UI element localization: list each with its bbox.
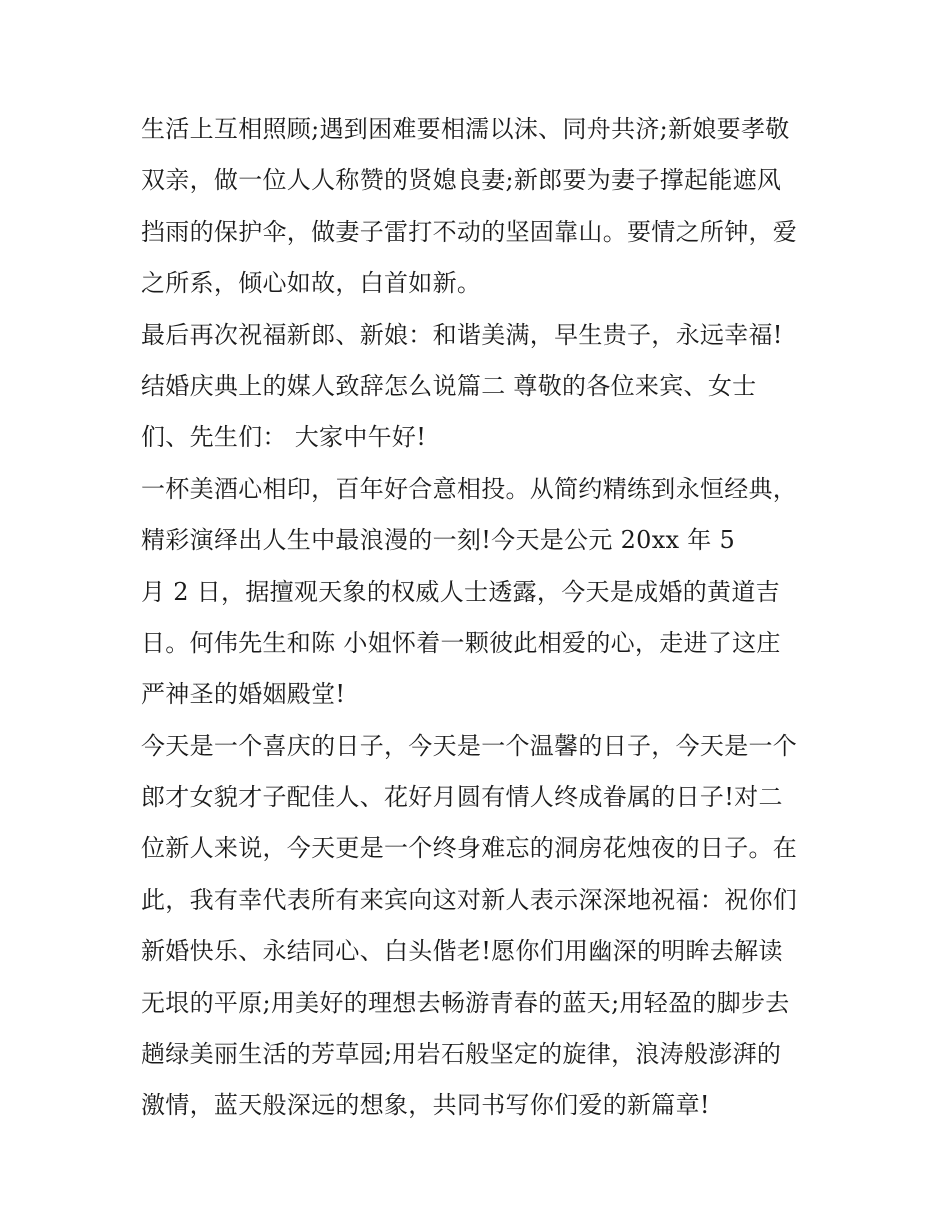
text-line: 生活上互相照顾;遇到困难要相濡以沫、同舟共济;新娘要孝敬 [141, 115, 790, 143]
text-line: 郎才女貌才子配佳人、花好月圆有情人终成眷属的日子!对二 [141, 783, 783, 812]
body-text [141, 108, 821, 1136]
text-line: 精彩演绎出人生中最浪漫的一刻!今天是公元 20xx 年 5 [141, 526, 736, 555]
text-line: 双亲，做一位人人称赞的贤媳良妻;新郎要为妻子撑起能遮风 [141, 166, 782, 195]
text-line: 趟绿美丽生活的芳草园;用岩石般坚定的旋律，浪涛般澎湃的 [141, 1040, 782, 1069]
text-line: 挡雨的保护伞，做妻子雷打不动的坚固靠山。要情之所钟，爱 [141, 217, 798, 246]
text-line: 今天是一个喜庆的日子，今天是一个温馨的日子，今天是一个 [141, 731, 798, 760]
text-line: 日。何伟先生和陈 小姐怀着一颗彼此相爱的心，走进了这庄 [141, 628, 781, 657]
text-line: 一杯美酒心相印，百年好合意相投。从简约精练到永恒经典， [141, 474, 798, 503]
text-line: 们、先生们： 大家中午好! [141, 423, 427, 452]
text-line: 严神圣的婚姻殿堂! [141, 680, 346, 709]
text-line: 结婚庆典上的媒人致辞怎么说篇二 尊敬的各位来宾、女士 [141, 371, 757, 400]
text-line: 月 2 日，据擅观天象的权威人士透露，今天是成婚的黄道吉 [141, 577, 780, 606]
text-line: 位新人来说，今天更是一个终身难忘的洞房花烛夜的日子。在 [141, 834, 798, 863]
text-line: 新婚快乐、永结同心、白头偕老!愿你们用幽深的明眸去解读 [141, 937, 783, 966]
text-line: 无垠的平原;用美好的理想去畅游青春的蓝天;用轻盈的脚步去 [141, 988, 790, 1017]
text-line: 激情，蓝天般深远的想象，共同书写你们爱的新篇章! [141, 1091, 710, 1120]
text-line: 之所系，倾心如故，白首如新。 [141, 269, 482, 298]
text-line: 最后再次祝福新郎、新娘：和谐美满，早生贵子，永远幸福! [141, 320, 783, 349]
text-line: 此，我有幸代表所有来宾向这对新人表示深深地祝福：祝你们 [141, 885, 798, 914]
